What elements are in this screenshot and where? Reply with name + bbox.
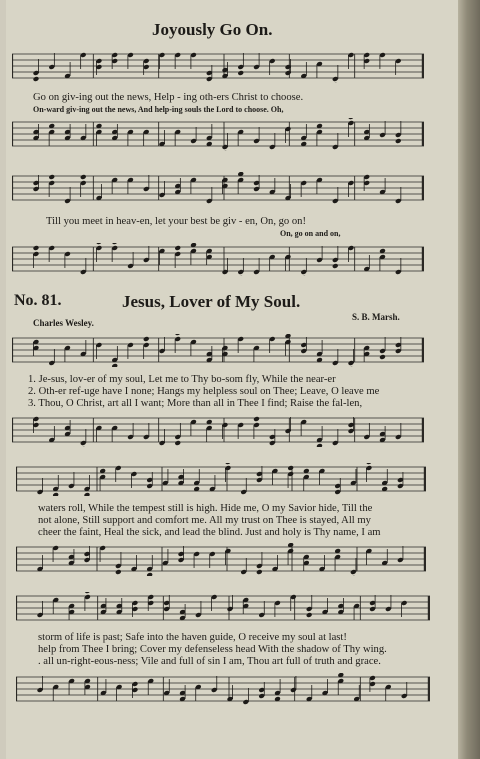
note-head bbox=[48, 174, 55, 180]
note-head bbox=[332, 82, 339, 83]
note-head bbox=[143, 336, 150, 342]
note-head bbox=[348, 366, 355, 367]
staff-3-treble bbox=[12, 334, 424, 367]
note-head bbox=[84, 492, 91, 496]
verse-line: cheer the faint, Heal the sick, and lead the blind. Just and holy is Thy name, I am bbox=[38, 527, 381, 538]
note-head bbox=[287, 465, 294, 471]
verse-line: 1. Je-sus, lov-er of my soul, Let me to Thy bo-som fly, While the near-er bbox=[28, 374, 336, 385]
lyric-line-bass: On, go on and on, bbox=[280, 229, 341, 238]
composer-credit: S. B. Marsh. bbox=[352, 312, 400, 322]
note-head bbox=[174, 440, 181, 446]
note-head bbox=[332, 263, 339, 269]
staff-1-bass bbox=[12, 118, 424, 151]
note-head bbox=[80, 446, 87, 447]
note-head bbox=[316, 443, 323, 447]
note-head bbox=[348, 118, 355, 120]
staff-4-bass bbox=[16, 543, 426, 576]
staff-3-bass bbox=[12, 414, 424, 447]
note-head bbox=[350, 575, 357, 576]
note-head bbox=[84, 592, 91, 594]
verse-line: . all un-right-eous-ness; Vile and full of sin I am, Thou art full of truth and grace. bbox=[38, 656, 381, 667]
note-head bbox=[253, 416, 260, 422]
author-credit: Charles Wesley. bbox=[33, 318, 94, 328]
lyric-line: Till you meet in heav-en, let your best be giv - en, On, go on! bbox=[46, 216, 306, 227]
note-head bbox=[111, 363, 118, 367]
note-head bbox=[379, 354, 386, 360]
note-head bbox=[115, 569, 122, 575]
lyric-line-bass: On-ward giv-ing out the news, And help-ing souls the Lord to choose. Oh, bbox=[33, 105, 284, 114]
staff-1-treble bbox=[12, 50, 424, 83]
hymn-number: No. 81. bbox=[14, 292, 62, 309]
verse-line: not alone, Still support and comfort me. All my trust on Thee is stayed, All my bbox=[38, 515, 371, 526]
staff-2-treble bbox=[12, 172, 424, 205]
staff-5-bass bbox=[16, 673, 430, 706]
note-head bbox=[52, 492, 59, 496]
note-head bbox=[366, 463, 373, 465]
note-head bbox=[146, 572, 153, 576]
note-head bbox=[222, 150, 229, 151]
note-head bbox=[395, 138, 402, 144]
verse-line: help from Thee I bring; Cover my defenseless head With the shadow of Thy wing. bbox=[38, 644, 387, 655]
note-head bbox=[174, 334, 181, 336]
note-head bbox=[33, 245, 40, 251]
note-head bbox=[111, 243, 118, 245]
note-head bbox=[237, 70, 244, 76]
note-head bbox=[256, 569, 263, 575]
hymn-81-title: Jesus, Lover of My Soul. bbox=[122, 292, 301, 311]
note-head bbox=[96, 243, 103, 245]
verse-line: 2. Oth-er ref-uge have I none; Hangs my helpless soul on Thee; Leave, O leave me bbox=[28, 386, 380, 397]
verse-line: storm of life is past; Safe into the haven guide, O receive my soul at last! bbox=[38, 632, 347, 643]
verse-line: waters roll, While the tempest still is high. Hide me, O my Savior hide, Till the bbox=[38, 503, 373, 514]
note-head bbox=[237, 275, 244, 276]
note-head bbox=[300, 275, 307, 276]
staff-4-treble bbox=[16, 463, 426, 496]
note-head bbox=[80, 174, 87, 180]
note-head bbox=[33, 76, 40, 82]
hymn-80-title: Joyously Go On. bbox=[152, 20, 273, 39]
note-head bbox=[306, 612, 313, 618]
lyric-line: Go on giv-ing out the news, Help - ing oth-ers Christ to choose. bbox=[33, 92, 304, 103]
staff-2-bass bbox=[12, 243, 424, 276]
book-edge bbox=[458, 0, 480, 759]
verse-line: 3. Thou, O Christ, art all I want; More than all in Thee I find; Raise the fal-len, bbox=[28, 398, 363, 409]
note-head bbox=[174, 245, 181, 251]
note-head bbox=[225, 463, 232, 465]
staff-5-treble bbox=[16, 592, 430, 625]
